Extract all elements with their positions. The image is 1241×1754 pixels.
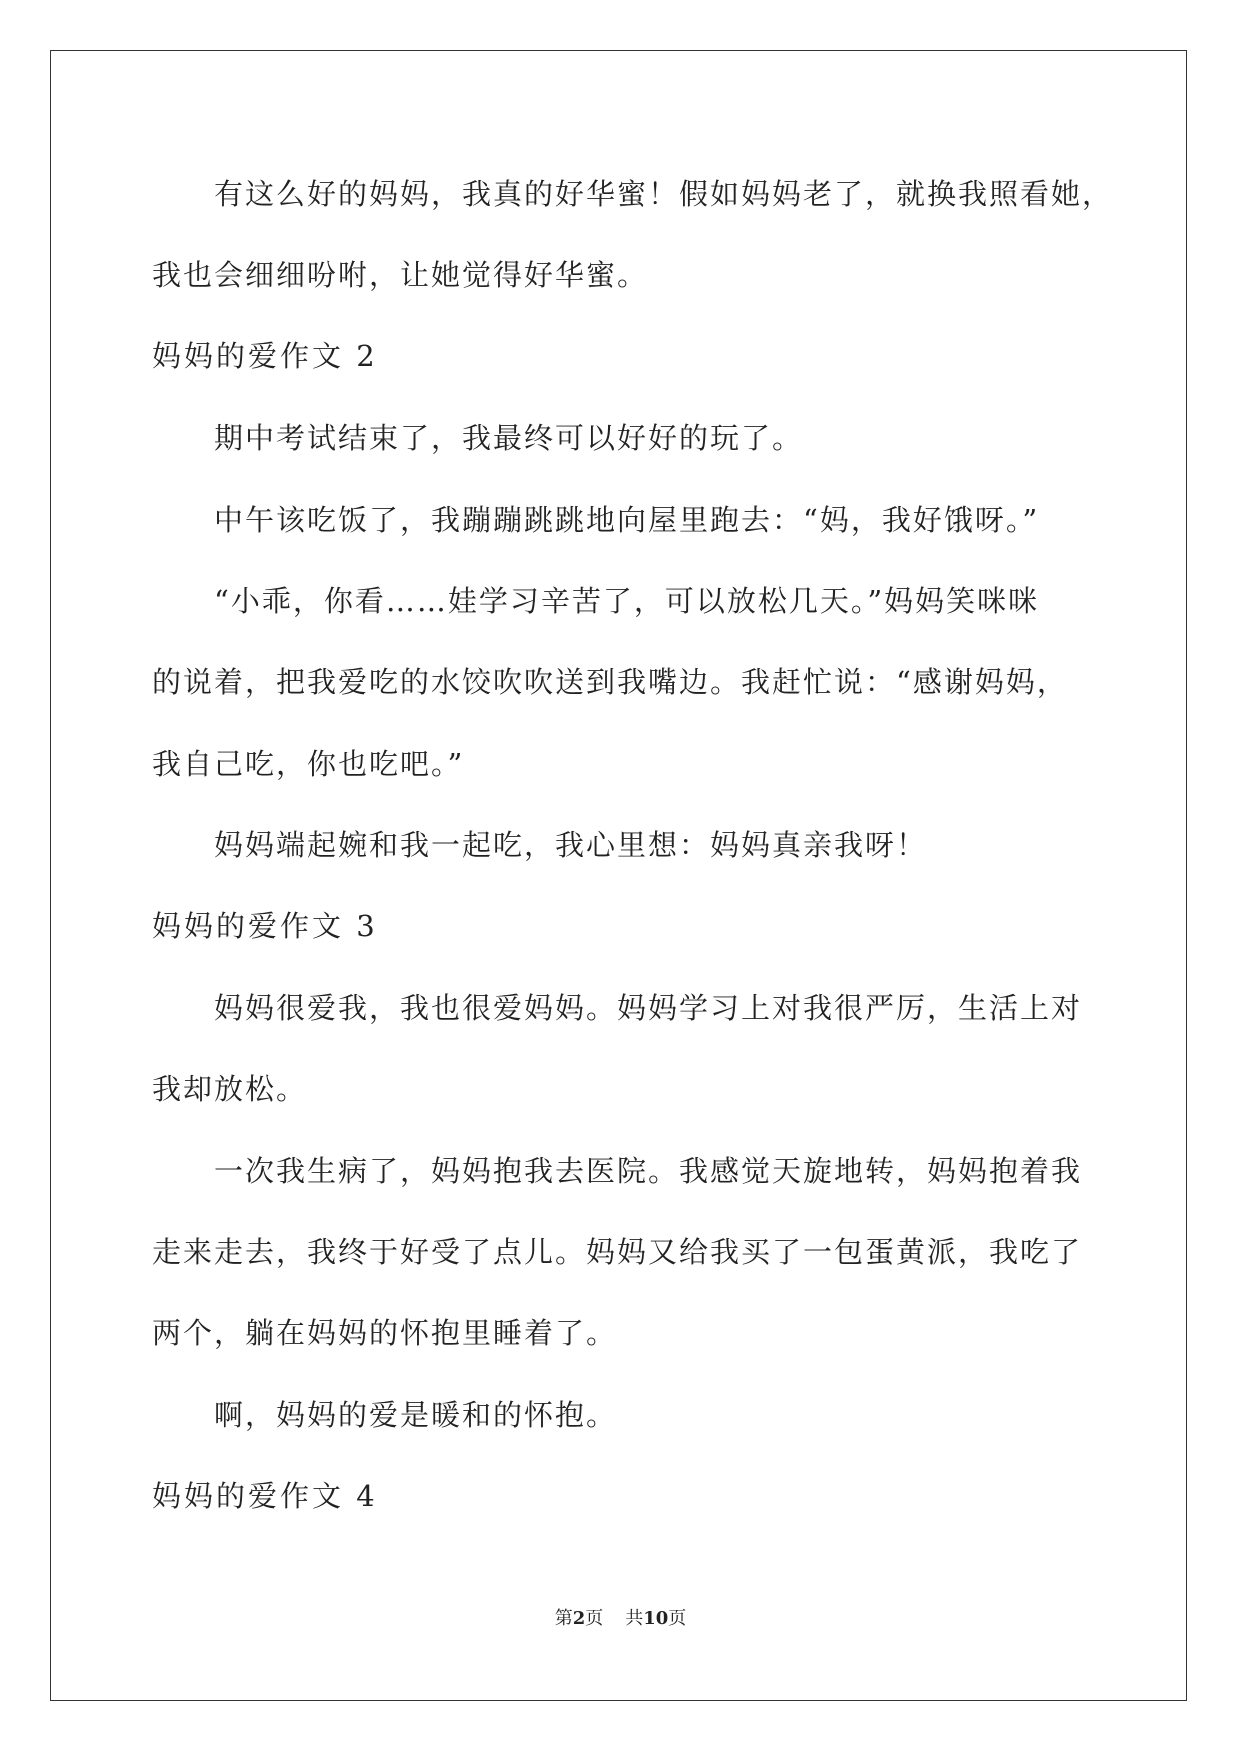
paragraph-line: 啊，妈妈的爱是暖和的怀抱。 bbox=[214, 1398, 618, 1432]
paragraph-line: 妈妈很爱我，我也很爱妈妈。妈妈学习上对我很严厉，生活上对 bbox=[214, 991, 1083, 1025]
paragraph-line: “小乖，你看……娃学习辛苦了，可以放松几天。”妈妈笑咪咪 bbox=[214, 584, 1040, 618]
paragraph-line: 期中考试结束了，我最终可以好好的玩了。 bbox=[214, 421, 804, 455]
paragraph-line: 的说着，把我爱吃的水饺吹吹送到我嘴边。我赶忙说：“感谢妈妈， bbox=[152, 665, 1068, 699]
paragraph-line: 一次我生病了，妈妈抱我去医院。我感觉天旋地转，妈妈抱着我 bbox=[214, 1154, 1083, 1188]
section-heading: 妈妈的爱作文 4 bbox=[152, 1479, 378, 1513]
page-border bbox=[50, 50, 1187, 1701]
paragraph-line: 走来走去，我终于好受了点儿。妈妈又给我买了一包蛋黄派，我吃了 bbox=[152, 1235, 1083, 1269]
paragraph-line: 有这么好的妈妈，我真的好华蜜！假如妈妈老了，就换我照看她， bbox=[214, 177, 1114, 211]
paragraph-line: 我却放松。 bbox=[152, 1072, 308, 1106]
paragraph-line: 两个，躺在妈妈的怀抱里睡着了。 bbox=[152, 1316, 618, 1350]
total-pages: 10 bbox=[643, 1608, 669, 1629]
page-footer bbox=[0, 1607, 1241, 1631]
total-suffix: 页 bbox=[668, 1608, 687, 1629]
section-heading: 妈妈的爱作文 3 bbox=[152, 909, 378, 943]
paragraph-line: 妈妈端起婉和我一起吃，我心里想：妈妈真亲我呀！ bbox=[214, 828, 928, 862]
page-suffix: 页 bbox=[585, 1608, 604, 1629]
paragraph-line: 我自己吃，你也吃吧。” bbox=[152, 747, 465, 781]
page-current: 2 bbox=[572, 1608, 586, 1629]
total-prefix: 共 bbox=[625, 1608, 644, 1629]
section-heading: 妈妈的爱作文 2 bbox=[152, 339, 378, 373]
paragraph-line: 中午该吃饭了，我蹦蹦跳跳地向屋里跑去：“妈，我好饿呀。” bbox=[214, 503, 1040, 537]
page-prefix: 第 bbox=[554, 1608, 573, 1629]
paragraph-line: 我也会细细吩咐，让她觉得好华蜜。 bbox=[152, 258, 649, 292]
